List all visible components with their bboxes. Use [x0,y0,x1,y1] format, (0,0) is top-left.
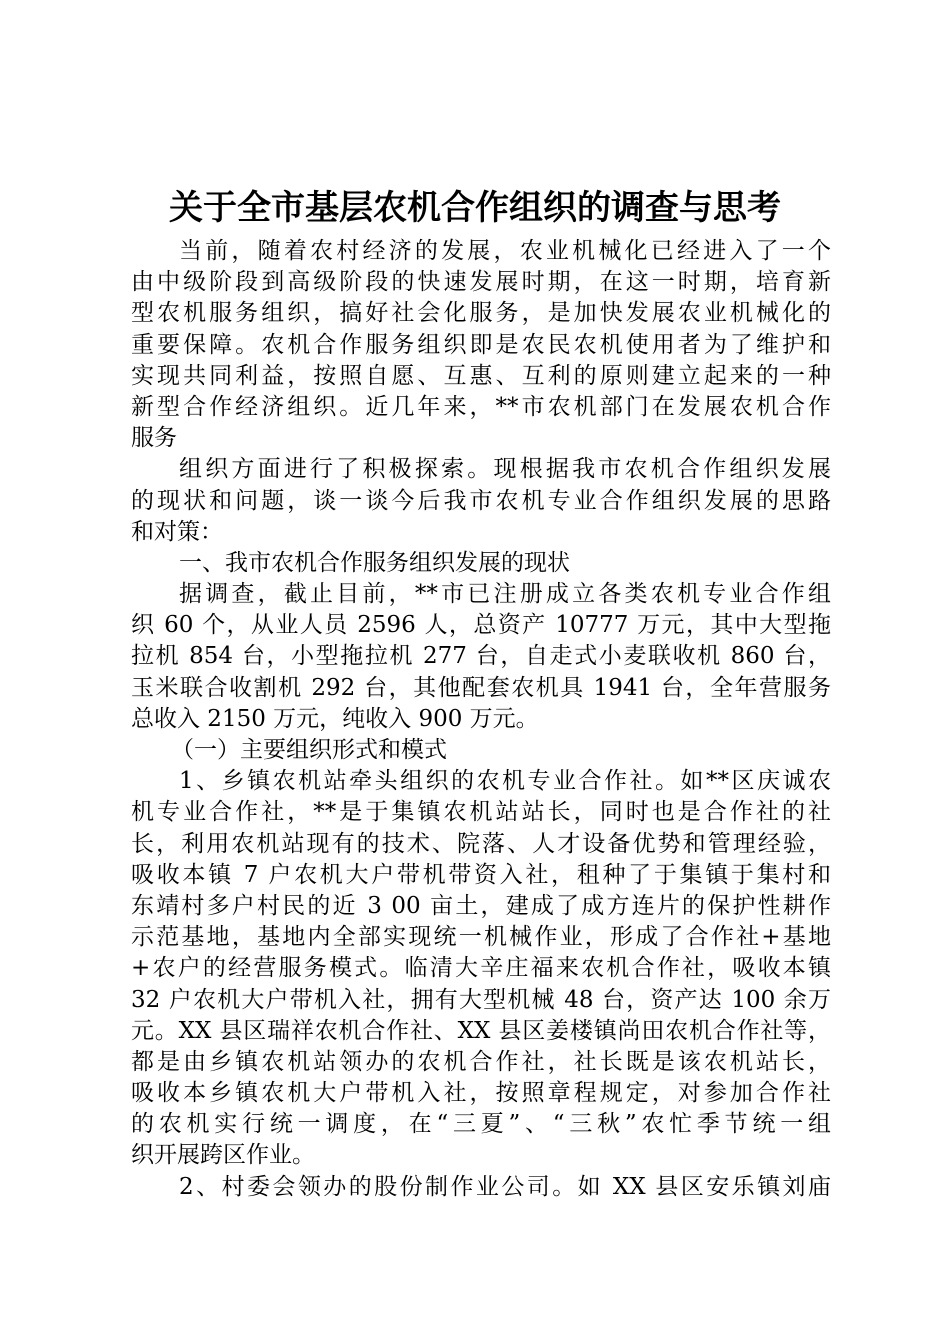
paragraph-line: 当前，随着农村经济的发展，农业机械化已经进入了一个 [179,238,831,264]
paragraph-line: 新型合作经济组织。近几年来，**市农机部门在发展农机合作 [131,393,831,420]
paragraph-line: 32 户农机大户带机入社，拥有大型机械 48 台，资产达 100 余万 [131,986,831,1013]
paragraph-line: 东靖村多户村民的近 3 00 亩土，建成了成方连片的保护性耕作 [131,892,831,919]
paragraph-line: 吸收本镇 7 户农机大户带机带资入社，租种了于集镇于集村和 [131,861,831,888]
paragraph-line: 机专业合作社，**是于集镇农机站站长，同时也是合作社的社 [131,799,831,826]
paragraph-line: 1、乡镇农机站牵头组织的农机专业合作社。如**区庆诚农 [179,768,831,795]
paragraph-line: 都是由乡镇农机站领办的农机合作社，社长既是该农机站长， [131,1048,831,1075]
paragraph-line: +农户的经营服务模式。临清大辛庄福来农机合作社，吸收本镇 [131,955,831,982]
section-heading: 一、我市农机合作服务组织发展的现状 [179,549,570,576]
paragraph-line: 的农机实行统一调度，在“三夏”、“三秋”农忙季节统一组 [131,1111,831,1138]
paragraph-line: 拉机 854 台，小型拖拉机 277 台，自走式小麦联收机 860 台， [131,643,831,670]
document-title: 关于全市基层农机合作组织的调查与思考 [169,188,781,228]
paragraph-line: 服务 [131,425,177,452]
paragraph-line: 长，利用农机站现有的技术、院落、人才设备优势和管理经验， [131,830,831,857]
paragraph-line: 组织方面进行了积极探索。现根据我市农机合作组织发展 [179,456,831,483]
paragraph-line: 的现状和问题，谈一谈今后我市农机专业合作组织发展的思路 [131,487,831,514]
paragraph-line: 示范基地，基地内全部实现统一机械作业，形成了合作社+基地 [131,924,831,951]
paragraph-line: 织 60 个，从业人员 2596 人，总资产 10777 万元，其中大型拖 [131,612,831,639]
paragraph-line: 吸收本乡镇农机大户带机入社，按照章程规定，对参加合作社 [131,1080,831,1107]
paragraph-line: 据调查，截止目前，**市已注册成立各类农机专业合作组 [179,581,831,608]
paragraph-line: 和对策： [131,518,223,545]
paragraph-line: 重要保障。农机合作服务组织即是农民农机使用者为了维护和 [131,331,831,358]
paragraph-line: 织开展跨区作业。 [131,1142,315,1169]
document-body [131,236,831,1203]
paragraph-line: 2、村委会领办的股份制作业公司。如 XX 县区安乐镇刘庙 [179,1173,831,1200]
paragraph-line: 实现共同利益，按照自愿、互惠、互利的原则建立起来的一种 [131,362,831,389]
paragraph-line: 总收入 2150 万元，纯收入 900 万元。 [131,705,539,732]
paragraph-line: 型农机服务组织，搞好社会化服务，是加快发展农业机械化的 [131,300,831,327]
paragraph-line: 元。XX 县区瑞祥农机合作社、XX 县区姜楼镇尚田农机合作社等， [131,1017,831,1044]
subsection-heading: （一）主要组织形式和模式 [171,737,447,763]
paragraph-line: 玉米联合收割机 292 台，其他配套农机具 1941 台，全年营服务 [131,674,831,701]
paragraph-line: 由中级阶段到高级阶段的快速发展时期，在这一时期，培育新 [131,269,831,296]
